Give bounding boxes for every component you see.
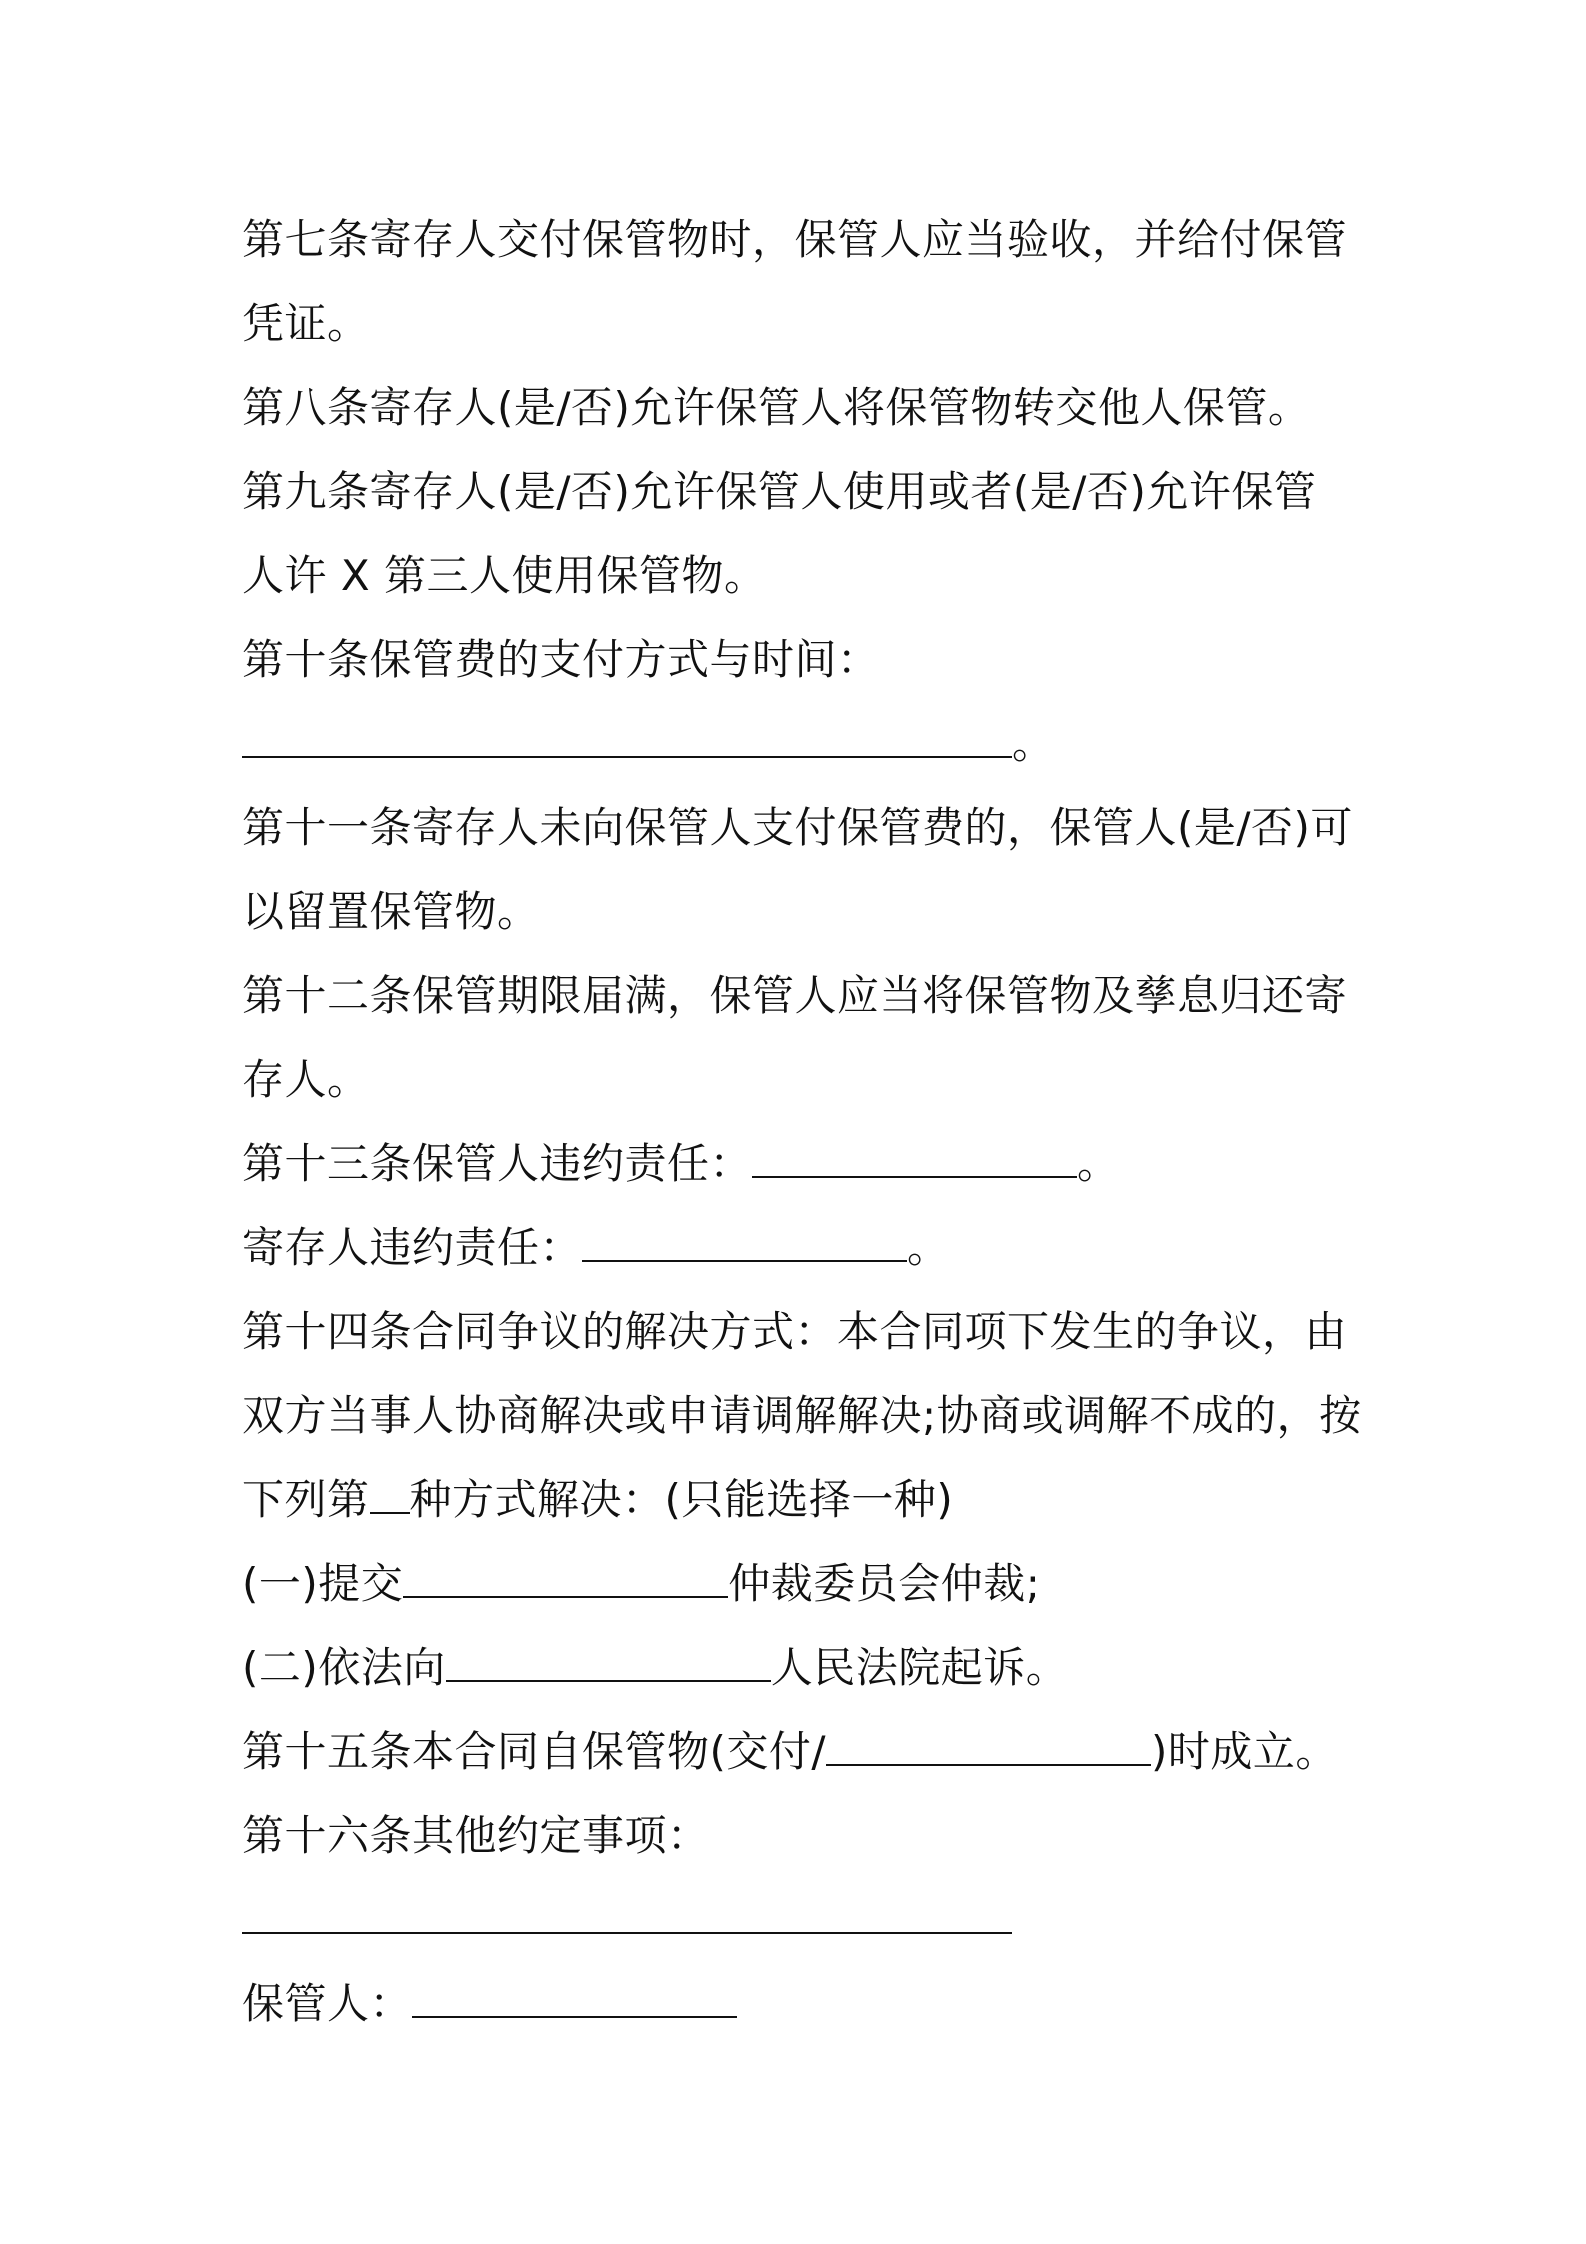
depositor-liability [242, 1206, 1362, 1290]
article-12-line-1: 第十二条保管期限届满，保管人应当将保管物及孳息归还寄 [242, 971, 1348, 1020]
article-7-line-2: 凭证。 [242, 299, 370, 348]
option-number-blank[interactable] [370, 1472, 410, 1514]
article-15-suffix: )时成立。 [1151, 1727, 1338, 1776]
option-2 [242, 1626, 1362, 1710]
article-13-period: 。 [1077, 1139, 1120, 1188]
custodian-signature [242, 1962, 1362, 2046]
option-2-suffix: 人民法院起诉。 [770, 1643, 1069, 1692]
article-8: 第八条寄存人(是/否)允许保管人将保管物转交他人保管。 [242, 383, 1311, 432]
article-14-line-2: 双方当事人协商解决或申请调解解决;协商或调解不成的，按 [242, 1391, 1362, 1440]
article-10: 第十条保管费的支付方式与时间： [242, 635, 880, 684]
article-13 [242, 1122, 1362, 1206]
article-12-line-2: 存人。 [242, 1055, 370, 1104]
option-1 [242, 1542, 1362, 1626]
article-14-line-3-prefix: 下列第 [242, 1475, 370, 1524]
article-9-line-1: 第九条寄存人(是/否)允许保管人使用或者(是/否)允许保管 [242, 467, 1317, 516]
article-10-blank-line [242, 702, 1362, 786]
custodian-liability-blank[interactable] [752, 1136, 1077, 1178]
payment-method-blank[interactable] [242, 716, 1012, 758]
court-blank[interactable] [446, 1640, 771, 1682]
depositor-liability-label: 寄存人违约责任： [242, 1223, 583, 1272]
arbitration-committee-blank[interactable] [403, 1556, 728, 1598]
option-2-prefix: (二)依法向 [242, 1643, 446, 1692]
article-16-blank-line [242, 1878, 1362, 1962]
article-14-line-3-suffix: 种方式解决：(只能选择一种) [409, 1475, 954, 1524]
depositor-liability-blank[interactable] [582, 1220, 907, 1262]
article-13-label: 第十三条保管人违约责任： [242, 1139, 753, 1188]
article-14-line-3 [242, 1458, 1362, 1542]
other-matters-blank[interactable] [242, 1892, 1012, 1934]
document-page [242, 198, 1362, 2046]
article-14-line-1: 第十四条合同争议的解决方式：本合同项下发生的争议，由 [242, 1307, 1348, 1356]
article-10-period: 。 [1012, 719, 1055, 768]
option-1-suffix: 仲裁委员会仲裁; [728, 1559, 1041, 1608]
article-11-line-2: 以留置保管物。 [242, 887, 540, 936]
article-7-line-1: 第七条寄存人交付保管物时，保管人应当验收，并给付保管 [242, 215, 1348, 264]
option-1-prefix: (一)提交 [242, 1559, 404, 1608]
article-16: 第十六条其他约定事项： [242, 1811, 710, 1860]
depositor-liability-period: 。 [907, 1223, 950, 1272]
article-15-prefix: 第十五条本合同自保管物(交付/ [242, 1727, 827, 1776]
effective-condition-blank[interactable] [826, 1724, 1151, 1766]
article-11-line-1: 第十一条寄存人未向保管人支付保管费的，保管人(是/否)可 [242, 803, 1353, 852]
custodian-label: 保管人： [242, 1979, 413, 2028]
article-9-line-2: 人许 X 第三人使用保管物。 [242, 551, 767, 600]
article-15 [242, 1710, 1362, 1794]
custodian-signature-blank[interactable] [412, 1976, 737, 2018]
